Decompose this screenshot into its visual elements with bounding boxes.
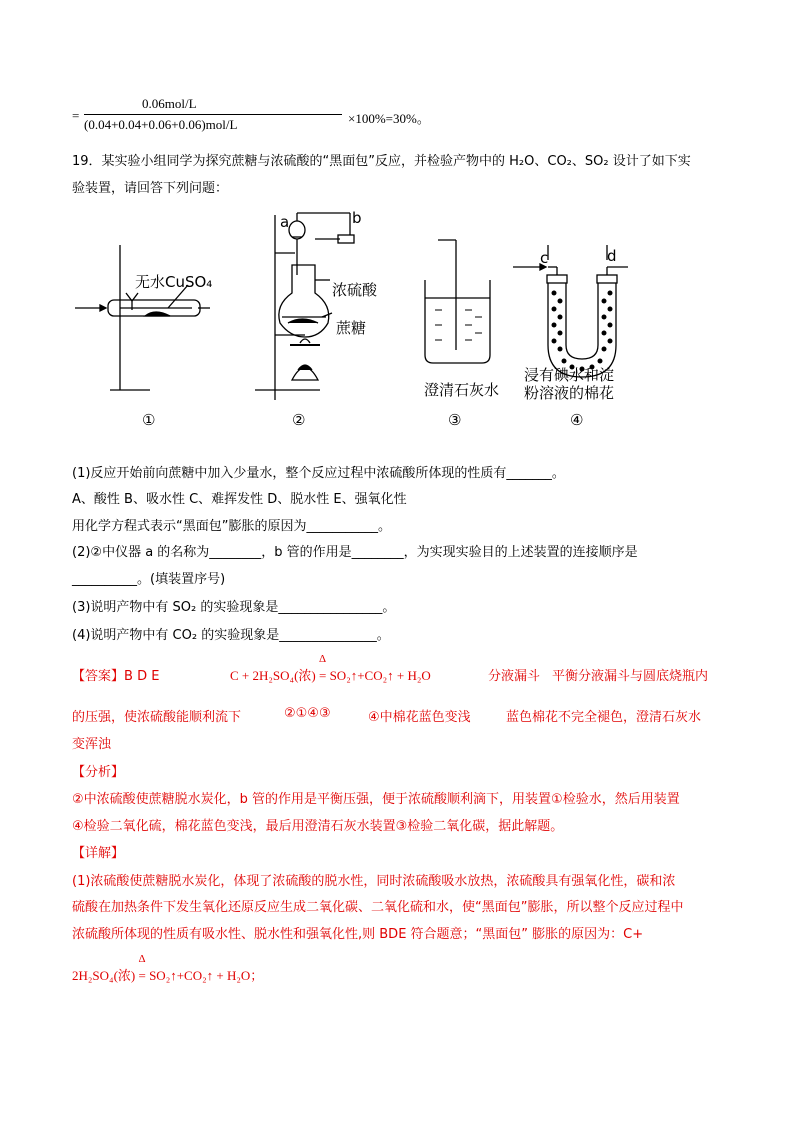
label-num-1: ① [142, 411, 156, 429]
fraction-numerator: 0.06mol/L [142, 96, 197, 111]
analysis-line-1: ②中浓硫酸使蔗糖脱水炭化，b 管的作用是平衡压强，便于浓硫酸顺利滴下，用装置①检验水，然后用装置 [72, 792, 680, 807]
label-d: d [607, 247, 617, 265]
detail-equation: 2H₂SO₄(浓) Δ = SO₂↑+CO₂↑ + H₂O； [72, 953, 264, 983]
answer-eq-left: C + 2H₂SO₄(浓) [230, 668, 316, 683]
apparatus-2-flask [255, 213, 354, 400]
detail-tag: 【详解】 [72, 846, 125, 861]
label-cuso4: 无水CuSO₄ [135, 273, 213, 291]
answer-purpose-2: 的压强，使浓硫酸能顺利流下 [72, 710, 242, 725]
answer-purpose-1: 平衡分液漏斗与圆底烧瓶内 [552, 669, 709, 684]
answer-tag: 【答案】 [72, 669, 125, 684]
label-limewater: 澄清石灰水 [424, 381, 500, 399]
question-2a: (2)②中仪器 a 的名称为________，b 管的作用是________，为实现实验目的上述装置的连接顺序是 [72, 545, 638, 560]
question-2b: __________。(填装置序号) [72, 572, 226, 587]
answer-choices: B D E [124, 669, 160, 684]
question-line-2: 验装置，请回答下列问题： [72, 181, 229, 196]
detail-line-2: 硫酸在加热条件下发生氧化还原反应生成二氧化碳、二氧化硫和水，使“黑面包”膨胀，所以整个反应过程中 [72, 900, 684, 915]
label-sugar: 蔗糖 [336, 319, 367, 337]
answer-funnel: 分液漏斗 [488, 669, 541, 684]
fraction-bar [84, 114, 342, 115]
question-1b: 用化学方程式表示“黑面包”膨胀的原因为___________。 [72, 519, 391, 534]
answer-order: ②①④③ [284, 706, 331, 721]
apparatus-1-drying-tube [75, 245, 213, 390]
label-num-2: ② [292, 411, 306, 429]
detail-line-3: 浓硫酸所体现的性质有吸水性、脱水性和强氧化性,则 BDE 符合题意；“黑面包” 膨胀的原因为：C+ [72, 927, 644, 942]
answer-delta: Δ [318, 653, 327, 665]
answer-so2-phenomenon: ④中棉花蓝色变浅 [368, 710, 471, 725]
answer-co2-phenomenon-2: 变浑浊 [72, 737, 112, 752]
label-c: c [540, 249, 549, 267]
apparatus-3-beaker [425, 240, 490, 363]
question-1: (1)反应开始前向蔗糖中加入少量水，整个反应过程中浓硫酸所体现的性质有_______。 [72, 466, 565, 481]
answer-co2-phenomenon-1: 蓝色棉花不完全褪色，澄清石灰水 [506, 710, 702, 725]
detail-delta: Δ [138, 953, 146, 965]
apparatus-figure [70, 205, 650, 433]
question-4: (4)说明产物中有 CO₂ 的实验现象是_______________。 [72, 628, 390, 643]
fraction-denominator: (0.04+0.04+0.06+0.06)mol/L [84, 117, 238, 132]
label-acid: 浓硫酸 [332, 281, 378, 299]
label-cotton-2: 粉溶液的棉花 [524, 384, 615, 402]
detail-line-1: (1)浓硫酸使蔗糖脱水炭化，体现了浓硫酸的脱水性，同时浓硫酸吸水放热，浓硫酸具有强氧化性，碳和浓 [72, 874, 676, 889]
label-b: b [352, 209, 362, 227]
label-a: a [280, 213, 290, 231]
question-options: A、酸性 B、吸水性 C、难挥发性 D、脱水性 E、强氧化性 [72, 492, 407, 507]
detail-eq-right: SO₂↑+CO₂↑ + H₂O； [149, 968, 264, 983]
answer-eq-right: SO₂↑+CO₂↑ + H₂O [329, 668, 431, 683]
answer-equation: C + 2H₂SO₄(浓) Δ = SO₂↑+CO₂↑ + H₂O [230, 653, 431, 683]
label-num-4: ④ [570, 411, 584, 429]
question-3: (3)说明产物中有 SO₂ 的实验现象是________________。 [72, 600, 396, 615]
fraction-equals: = [72, 108, 80, 123]
analysis-tag: 【分析】 [72, 765, 125, 780]
label-cotton-1: 浸有碘水和淀 [524, 366, 615, 384]
analysis-line-2: ④检验二氧化硫，棉花蓝色变浅，最后用澄清石灰水装置③检验二氧化碳，据此解题。 [72, 819, 564, 834]
question-line-1: 19．某实验小组同学为探究蔗糖与浓硫酸的“黑面包”反应，并检验产物中的 H₂O、CO₂、SO₂ 设计了如下实 [72, 154, 691, 169]
fraction-tail: ×100%=30%。 [348, 111, 430, 126]
label-num-3: ③ [448, 411, 462, 429]
detail-eq-left: 2H₂SO₄(浓) [72, 968, 136, 983]
answer-line-1 [72, 665, 159, 684]
